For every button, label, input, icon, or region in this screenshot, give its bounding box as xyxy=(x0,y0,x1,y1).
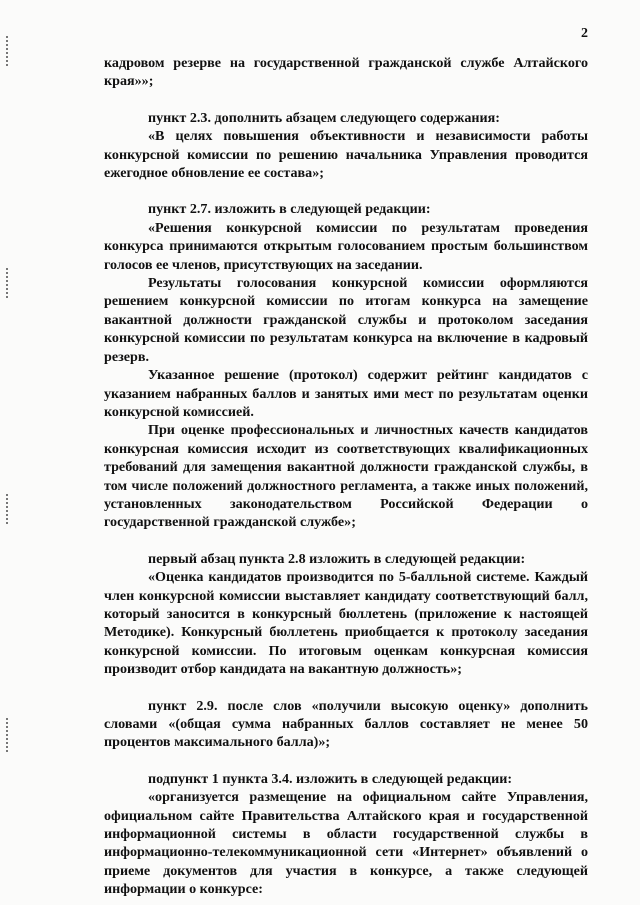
paragraph-gap xyxy=(104,182,588,200)
paragraph: «организуется размещение на официальном сайте Управления, официальном сайте Правительства Алтайского края и государственной информационной системы в области государственной службы в информационно-телекоммуникационной сети «Интернет» объявлений о приеме документов для участия в конкурсе, а также следующей информации о конкурсе: xyxy=(104,789,588,898)
paragraph: пункт 2.7. изложить в следующей редакции: xyxy=(148,201,431,218)
paragraph: При оценке профессиональных и личностных качеств кандидатов конкурсная комиссия исходит из соответствующих квалификационных требований для замещения вакантной должности гражданской службы, в том числе положений должностного регламента, а также иных положений, установленных законодательством Российской Федерации о государственной гражданской службе»; xyxy=(104,422,588,531)
paragraph: кадровом резерве на государственной гражданской службе Алтайского края»»; xyxy=(104,55,588,90)
paragraph: «В целях повышения объективности и независимости работы конкурсной комиссии по решению начальника Управления проводится ежегодное обновление ее состава»; xyxy=(104,128,588,182)
paragraph: подпункт 1 пункта 3.4. изложить в следующей редакции: xyxy=(148,770,513,787)
paragraph: первый абзац пункта 2.8 изложить в следующей редакции: xyxy=(148,550,526,567)
binding-mark xyxy=(6,36,18,66)
paragraph-gap xyxy=(104,532,588,550)
binding-mark xyxy=(6,268,18,298)
paragraph: «Оценка кандидатов производится по 5-балльной системе. Каждый член конкурсной комиссии выставляет кандидату соответствующий балл, который заносится в конкурсный бюллетень (приложение к настоящей Методике). Конкурсный бюллетень приобщается к протоколу заседания конкурсной комиссии. По итоговым оценкам конкурсная комиссия производит отбор кандидата на вакантную должность»; xyxy=(104,569,588,678)
paragraph-gap xyxy=(104,679,588,697)
paragraph: Результаты голосования конкурсной комиссии оформляются решением конкурсной комиссии по итогам конкурса на замещение вакантной должности гражданской службы и протоколом заседания конкурсной комиссии по результатам конкурса на включение в кадровый резерв. xyxy=(104,275,588,365)
document-body xyxy=(104,54,588,899)
paragraph: пункт 2.9. после слов «получили высокую оценку» дополнить словами «(общая сумма набранных баллов составляет не менее 50 процентов максимального балла)»; xyxy=(104,697,588,751)
paragraph-gap xyxy=(104,752,588,770)
page-number: 2 xyxy=(581,26,588,41)
paragraph: Указанное решение (протокол) содержит рейтинг кандидатов с указанием набранных баллов и занятых ими мест по результатам оценки конкурсной комиссией. xyxy=(104,367,588,420)
binding-mark xyxy=(6,718,18,752)
binding-mark xyxy=(6,494,18,524)
paragraph: пункт 2.3. дополнить абзацем следующего содержания: xyxy=(148,109,500,126)
paragraph: «Решения конкурсной комиссии по результатам проведения конкурса принимаются открытым голосованием простым большинством голосов ее членов, присутствующих на заседании. xyxy=(104,219,588,273)
paragraph-gap xyxy=(104,91,588,109)
